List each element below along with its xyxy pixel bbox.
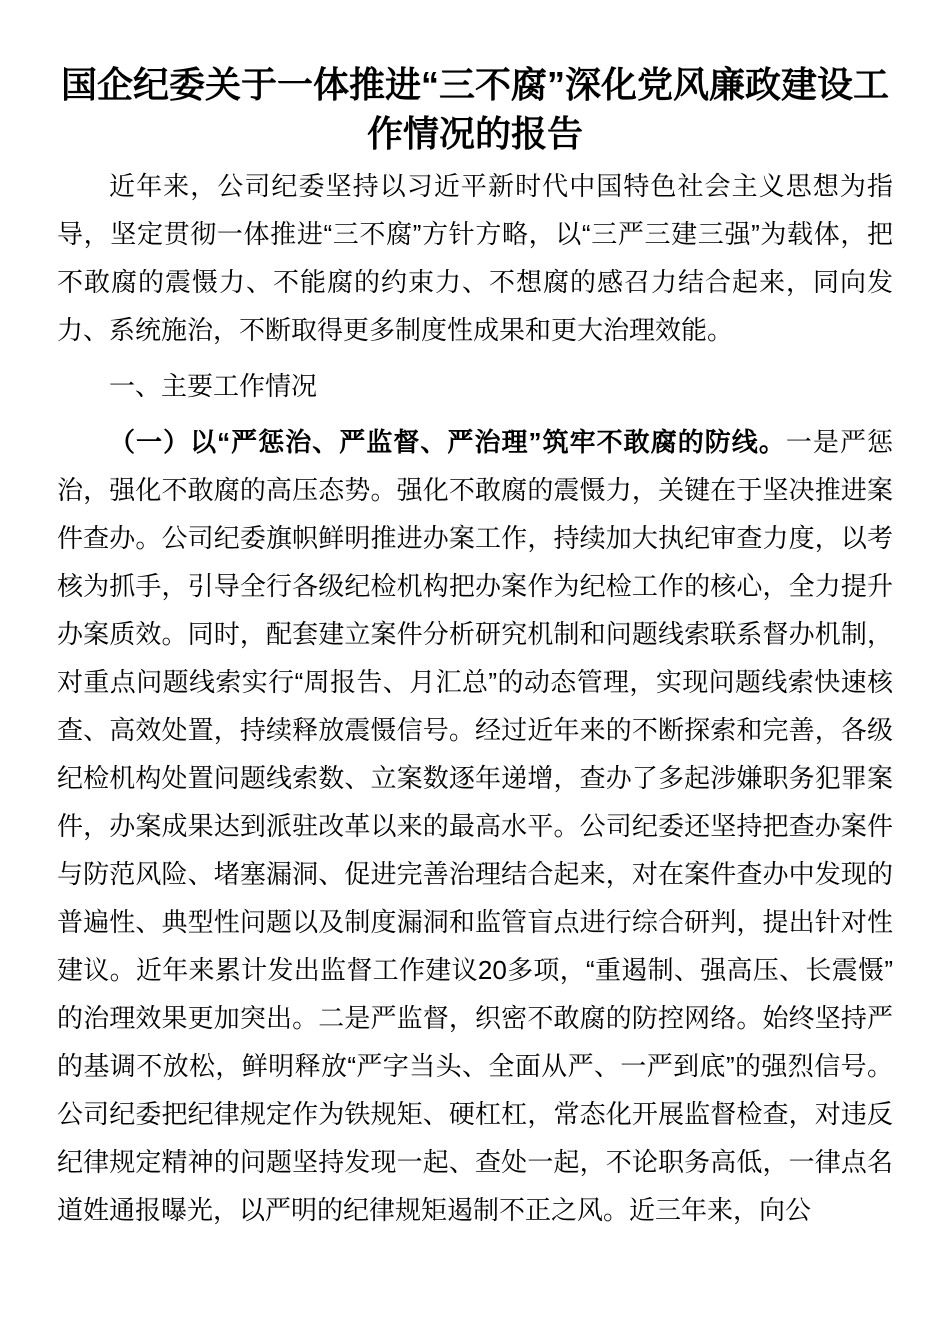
- subsection-paragraph: [57, 418, 893, 1234]
- document-title: 国企纪委关于一体推进“三不腐”深化党风廉政建设工作情况的报告: [60, 64, 889, 154]
- subsection-lead-sentence: （一）以“严惩治、严监督、严治理”筑牢不敢腐的防线。: [109, 427, 786, 457]
- section-heading-main-work: 一、主要工作情况: [109, 371, 318, 401]
- subsection-body-text: 一是严惩治，强化不敢腐的高压态势。强化不敢腐的震慑力，关键在于坚决推进案件查办。公司纪委旗帜鲜明推进办案工作，持续加大执纪审查力度，以考核为抓手，引导全行各级纪检机构把办案作为纪检工作的核心，全力提升办案质效。同时，配套建立案件分析研究机制和问题线索联系督办机制，对重点问题线索实行“周报告、月汇总”的动态管理，实现问题线索快速核查、高效处置，持续释放震慑信号。经过近年来的不断探索和完善，各级纪检机构处置问题线索数、立案数逐年递增，查办了多起涉嫌职务犯罪案件，办案成果达到派驻改革以来的最高水平。公司纪委还坚持把查办案件与防范风险、堵塞漏洞、促进完善治理结合起来，对在案件查办中发现的普遍性、典型性问题以及制度漏洞和监管盲点进行综合研判，提出针对性建议。近年来累计发出监督工作建议20多项，“重遏制、强高压、长震慑”的治理效果更加突出。二是严监督，织密不敢腐的防控网络。始终坚持严的基调不放松，鲜明释放“严字当头、全面从严、一严到底”的强烈信号。公司纪委把纪律规定作为铁规矩、硬杠杠，常态化开展监督检查，对违反纪律规定精神的问题坚持发现一起、查处一起，不论职务高低，一律点名道姓通报曝光，以严明的纪律规矩遏制不正之风。近三年来，向公: [57, 427, 893, 1225]
- intro-paragraph: 近年来，公司纪委坚持以习近平新时代中国特色社会主义思想为指导，坚定贯彻一体推进“三不腐”方针方略，以“三严三建三强”为载体，把不敢腐的震慑力、不能腐的约束力、不想腐的感召力结合起来，同向发力、系统施治，不断取得更多制度性成果和更大治理效能。: [57, 171, 893, 345]
